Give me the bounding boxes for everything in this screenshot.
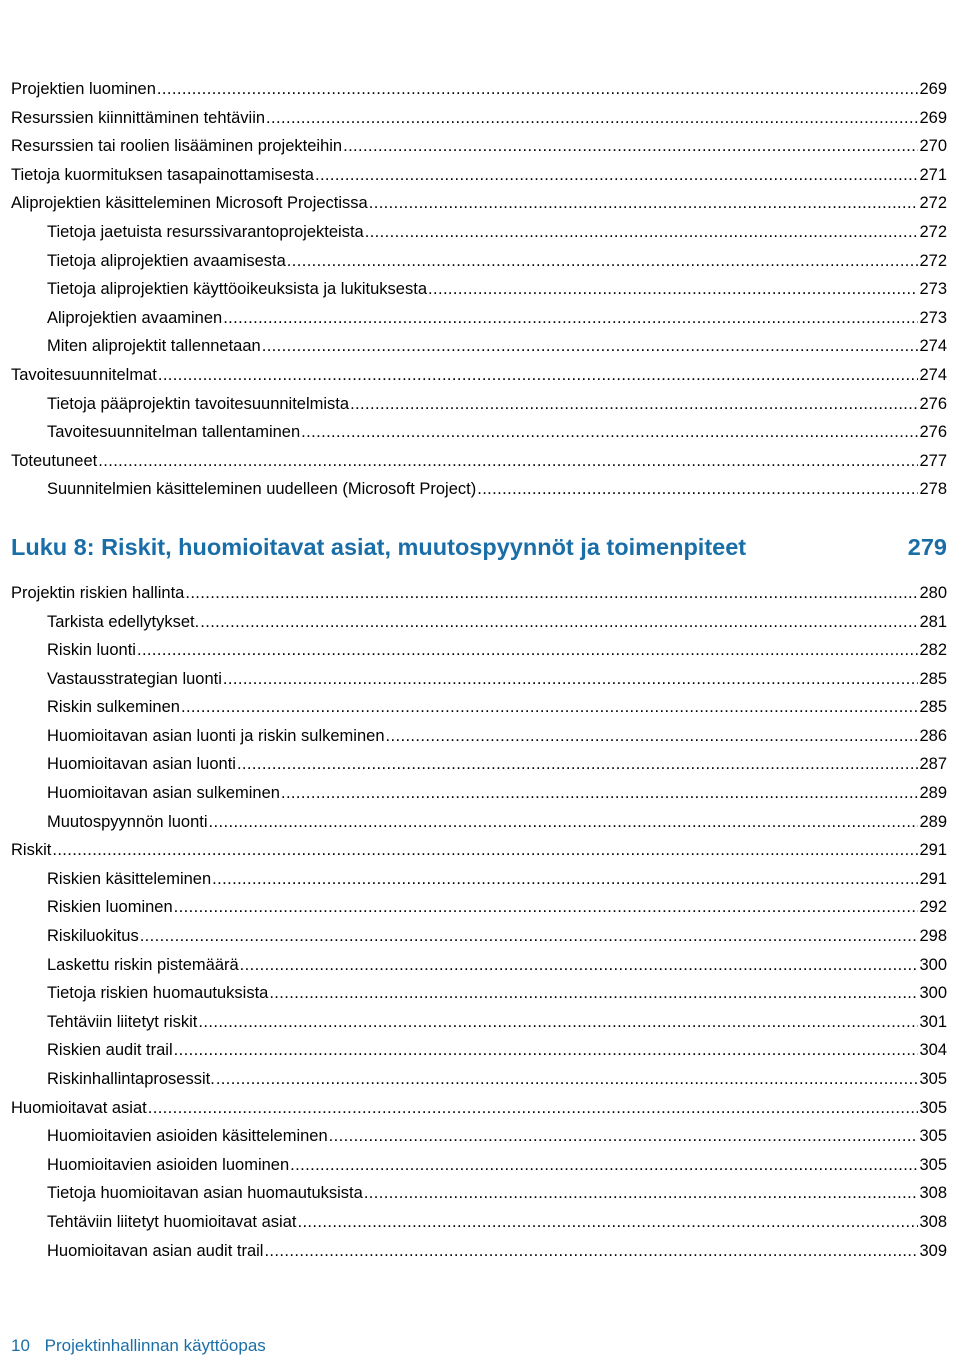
toc-entry[interactable] xyxy=(11,865,947,894)
toc-dot-leader xyxy=(223,665,919,694)
toc-entry[interactable] xyxy=(11,132,947,161)
toc-dot-leader xyxy=(237,750,919,779)
toc-entry[interactable] xyxy=(11,779,947,808)
toc-entry[interactable] xyxy=(11,1008,947,1037)
toc-dot-leader xyxy=(343,132,918,161)
chapter-heading[interactable] xyxy=(11,527,947,567)
toc-entry-label: Tietoja kuormituksen tasapainottamisesta xyxy=(11,165,314,184)
toc-dot-leader xyxy=(350,390,918,419)
toc-entry[interactable] xyxy=(11,247,947,276)
toc-dot-leader xyxy=(148,1094,919,1123)
toc-entry-page: 278 xyxy=(919,480,947,499)
toc-entry-label: Tietoja aliprojektien käyttöoikeuksista ja lukituksesta xyxy=(47,280,427,299)
toc-entry-page: 274 xyxy=(919,337,947,356)
chapter-page: 279 xyxy=(907,533,947,560)
toc-entry-label: Projektin riskien hallinta xyxy=(11,583,185,602)
toc-dot-leader xyxy=(181,693,919,722)
toc-entry-label: Toteutuneet xyxy=(11,451,98,470)
toc-dot-leader xyxy=(329,1122,919,1151)
toc-dot-leader xyxy=(209,808,919,837)
toc-entry-page: 285 xyxy=(919,669,947,688)
toc-entry[interactable] xyxy=(11,361,947,390)
toc-entry[interactable] xyxy=(11,979,947,1008)
toc-entry-label: Riskinhallintaprosessit. xyxy=(47,1070,215,1088)
page-footer xyxy=(11,1336,266,1356)
toc-dot-leader xyxy=(223,304,918,333)
toc-entry-label: Suunnitelmien käsitteleminen uudelleen (Microsoft Project) xyxy=(47,480,477,499)
toc-entry-label: Muutospyynnön luonti xyxy=(47,812,208,831)
toc-entry-page: 273 xyxy=(919,280,947,299)
toc-entry-page: 276 xyxy=(919,423,947,442)
toc-entry-label: Aliprojektien avaaminen xyxy=(47,308,223,327)
toc-entry-page: 274 xyxy=(919,365,947,384)
toc-entry[interactable] xyxy=(11,218,947,247)
toc-entry[interactable] xyxy=(11,922,947,951)
toc-entry-label: Laskettu riskin pistemäärä xyxy=(47,955,239,974)
toc-dot-leader xyxy=(140,922,919,951)
toc-entry-label: Huomioitavat asiat xyxy=(11,1098,147,1117)
toc-entry-page: 272 xyxy=(919,194,947,213)
toc-entry-page: 289 xyxy=(919,812,947,831)
toc-dot-leader xyxy=(290,1151,918,1180)
toc-entry-page: 305 xyxy=(919,1098,947,1117)
toc-entry[interactable] xyxy=(11,579,947,608)
toc-dot-leader xyxy=(98,447,918,476)
toc-dot-leader xyxy=(198,1008,918,1037)
toc-entry[interactable] xyxy=(11,390,947,419)
toc-dot-leader xyxy=(157,75,919,104)
toc-entry-page: 282 xyxy=(919,641,947,660)
toc-entry[interactable] xyxy=(11,304,947,333)
toc-entry-label: Huomioitavan asian luonti xyxy=(47,755,236,774)
toc-entry[interactable] xyxy=(11,161,947,190)
toc-entry[interactable] xyxy=(11,104,947,133)
toc-dot-leader xyxy=(364,1179,919,1208)
toc-entry[interactable] xyxy=(11,447,947,476)
toc-dot-leader xyxy=(212,865,918,894)
toc-entry[interactable] xyxy=(11,893,947,922)
toc-entry-label: Vastausstrategian luonti xyxy=(47,669,222,688)
toc-entry-page: 286 xyxy=(919,726,947,745)
toc-entry-page: 281 xyxy=(919,612,947,631)
toc-entry-page: 304 xyxy=(919,1041,947,1060)
toc-entry-label: Tietoja aliprojektien avaamisesta xyxy=(47,251,286,270)
toc-entry-page: 305 xyxy=(919,1070,947,1088)
toc-entry[interactable] xyxy=(11,275,947,304)
toc-entry-page: 298 xyxy=(919,927,947,946)
toc-entry[interactable] xyxy=(11,75,947,104)
toc-entry[interactable] xyxy=(11,722,947,751)
toc-entry-label: Huomioitavan asian sulkeminen xyxy=(47,784,280,803)
toc-entry[interactable] xyxy=(11,332,947,361)
toc-dot-leader xyxy=(269,979,918,1008)
toc-dot-leader xyxy=(315,161,919,190)
toc-entry-label: Huomioitavan asian luonti ja riskin sulkeminen xyxy=(47,726,385,745)
toc-entry-page: 269 xyxy=(919,80,947,98)
toc-entry-page: 269 xyxy=(919,108,947,127)
toc-entry-page: 301 xyxy=(919,1012,947,1031)
toc-entry-label: Huomioitavien asioiden luominen xyxy=(47,1155,290,1174)
toc-dot-leader xyxy=(240,951,919,980)
toc-entry-page: 285 xyxy=(919,698,947,717)
toc-entry[interactable] xyxy=(11,750,947,779)
chapter-title: Luku 8: Riskit, huomioitavat asiat, muutospyynnöt ja toimenpiteet xyxy=(11,533,747,560)
toc-entry[interactable] xyxy=(11,1036,947,1065)
toc-entry-label: Tietoja jaetuista resurssivarantoprojekteista xyxy=(47,222,364,241)
toc-dot-leader xyxy=(185,579,918,608)
toc-entry-label: Miten aliprojektit tallennetaan xyxy=(47,337,261,356)
footer-page-number: 10 xyxy=(11,1336,30,1355)
toc-section-after xyxy=(11,579,947,1265)
toc-entry[interactable] xyxy=(11,475,947,504)
toc-dot-leader xyxy=(477,475,918,504)
toc-entry[interactable] xyxy=(11,1151,947,1180)
toc-entry-label: Resurssien tai roolien lisääminen projekteihin xyxy=(11,137,343,156)
toc-entry-page: 292 xyxy=(919,898,947,917)
toc-entry-label: Tehtäviin liitetyt riskit xyxy=(47,1012,198,1031)
toc-dot-leader xyxy=(262,332,919,361)
toc-entry-label: Riskit xyxy=(11,841,52,860)
toc-entry-label: Aliprojektien käsitteleminen Microsoft Projectissa xyxy=(11,194,368,213)
toc-entry-label: Tietoja pääprojektin tavoitesuunnitelmista xyxy=(47,394,350,413)
toc-entry[interactable] xyxy=(11,1237,947,1266)
toc-entry-label: Huomioitavien asioiden käsitteleminen xyxy=(47,1127,328,1146)
toc-entry-label: Huomioitavan asian audit trail xyxy=(47,1241,264,1260)
toc-entry-page: 273 xyxy=(919,308,947,327)
toc-entry-label: Riskiluokitus xyxy=(47,927,139,946)
toc-entry-page: 272 xyxy=(919,222,947,241)
toc-entry-page: 305 xyxy=(919,1155,947,1174)
toc-dot-leader xyxy=(281,779,919,808)
toc-entry[interactable] xyxy=(11,1179,947,1208)
toc-entry[interactable] xyxy=(11,608,947,637)
toc-entry-label: Projektien luominen xyxy=(11,80,156,98)
toc-entry[interactable] xyxy=(11,836,947,865)
toc-section-before xyxy=(11,75,947,504)
toc-entry-page: 308 xyxy=(919,1184,947,1203)
toc-entry[interactable] xyxy=(11,693,947,722)
toc-dot-leader xyxy=(266,104,918,133)
table-of-contents xyxy=(11,75,947,1265)
toc-entry-label: Riskien käsitteleminen xyxy=(47,869,212,888)
toc-entry-page: 276 xyxy=(919,394,947,413)
toc-entry[interactable] xyxy=(11,418,947,447)
toc-entry-page: 271 xyxy=(919,165,947,184)
toc-entry[interactable] xyxy=(11,951,947,980)
toc-entry-label: Tehtäviin liitetyt huomioitavat asiat xyxy=(47,1212,297,1231)
toc-entry-page: 300 xyxy=(919,984,947,1003)
toc-entry[interactable] xyxy=(11,1208,947,1237)
toc-entry-label: Tietoja huomioitavan asian huomautuksista xyxy=(47,1184,363,1203)
toc-entry-page: 272 xyxy=(919,251,947,270)
toc-entry-page: 300 xyxy=(919,955,947,974)
footer-book-title: Projektinhallinnan käyttöopas xyxy=(44,1336,266,1355)
toc-dot-leader xyxy=(137,636,919,665)
toc-dot-leader xyxy=(174,1036,919,1065)
toc-dot-leader xyxy=(216,1065,919,1094)
toc-dot-leader xyxy=(158,361,919,390)
toc-dot-leader xyxy=(297,1208,918,1237)
toc-entry-label: Riskien audit trail xyxy=(47,1041,173,1060)
toc-entry[interactable] xyxy=(11,636,947,665)
toc-dot-leader xyxy=(52,836,918,865)
toc-dot-leader xyxy=(365,218,919,247)
toc-entry[interactable] xyxy=(11,1065,947,1094)
toc-entry-page: 291 xyxy=(919,869,947,888)
toc-entry-label: Resurssien kiinnittäminen tehtäviin xyxy=(11,108,266,127)
toc-entry-page: 291 xyxy=(919,841,947,860)
toc-entry-label: Tarkista edellytykset. xyxy=(47,612,200,631)
toc-entry[interactable] xyxy=(11,1122,947,1151)
toc-entry-label: Riskien luominen xyxy=(47,898,173,917)
toc-entry-label: Tavoitesuunnitelmat xyxy=(11,365,157,384)
toc-dot-leader xyxy=(200,608,918,637)
toc-entry-label: Tietoja riskien huomautuksista xyxy=(47,984,269,1003)
toc-entry[interactable] xyxy=(11,665,947,694)
toc-entry-page: 309 xyxy=(919,1241,947,1260)
toc-entry-page: 277 xyxy=(919,451,947,470)
toc-entry-page: 308 xyxy=(919,1212,947,1231)
toc-entry-page: 287 xyxy=(919,755,947,774)
toc-dot-leader xyxy=(287,247,919,276)
toc-dot-leader xyxy=(386,722,919,751)
toc-dot-leader xyxy=(428,275,918,304)
toc-entry[interactable] xyxy=(11,808,947,837)
toc-entry-page: 289 xyxy=(919,784,947,803)
toc-entry-page: 270 xyxy=(919,137,947,156)
toc-entry[interactable] xyxy=(11,189,947,218)
toc-entry-page: 305 xyxy=(919,1127,947,1146)
toc-dot-leader xyxy=(174,893,919,922)
toc-dot-leader xyxy=(369,189,919,218)
toc-entry-label: Tavoitesuunnitelman tallentaminen xyxy=(47,423,301,442)
toc-dot-leader xyxy=(301,418,918,447)
toc-dot-leader xyxy=(264,1237,918,1266)
toc-entry-page: 280 xyxy=(919,583,947,602)
toc-entry-label: Riskin luonti xyxy=(47,641,136,660)
toc-entry-label: Riskin sulkeminen xyxy=(47,698,180,717)
toc-entry[interactable] xyxy=(11,1094,947,1123)
